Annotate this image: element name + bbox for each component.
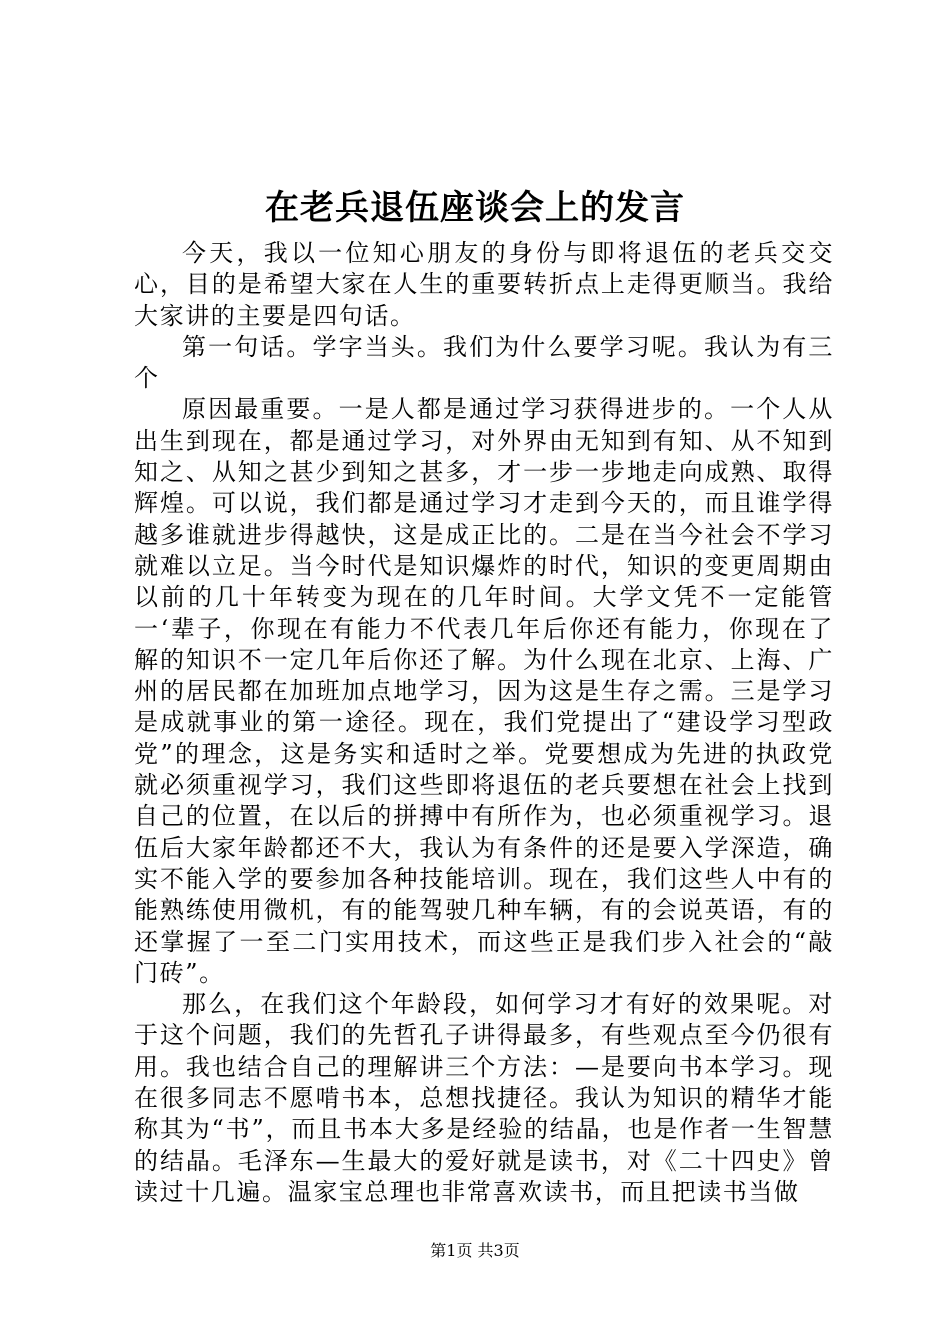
page-footer: 第1页 共3页: [430, 1241, 520, 1260]
paragraph: 那么，在我们这个年龄段，如何学习才有好的效果呢。对于这个问题，我们的先哲孔子讲得最多，有些观点至今仍很有用。我也结合自己的理解讲三个方法：—是要向书本学习。现在很多同志不愿啃书本，总想找捷径。我认为知识的精华才能称其为“书”，而且书本大多是经验的结晶，也是作者一生智慧的结晶。毛泽东—生最大的爱好就是读书，对《二十四史》曾读过十几遍。温家宝总理也非常喜欢读书，而且把读书当做: [134, 990, 834, 1206]
paragraph: 今天，我以一位知心朋友的身份与即将退伍的老兵交交心，目的是希望大家在人生的重要转折点上走得更顺当。我给大家讲的主要是四句话。: [134, 239, 834, 330]
paragraph: 第一句话。学字当头。我们为什么要学习呢。我认为有三个: [134, 332, 834, 393]
paragraph: 原因最重要。一是人都是通过学习获得进步的。一个人从出生到现在，都是通过学习，对外界由无知到有知、从不知到知之、从知之甚少到知之甚多，才一步一步地走向成熟、取得辉煌。可以说，我们都是通过学习才走到今天的，而且谁学得越多谁就进步得越快，这是成正比的。二是在当今社会不学习就难以立足。当今时代是知识爆炸的时代，知识的变更周期由以前的几十年转变为现在的几年时间。大学文凭不一定能管一‘辈子，你现在有能力不代表几年后你还有能力，你现在了解的知识不一定几年后你还了解。为什么现在北京、上海、广州的居民都在加班加点地学习，因为这是生存之需。三是学习是成就事业的第一途径。现在，我们党提出了“建设学习型政党”的理念，这是务实和适时之举。党要想成为先进的执政党就必须重视学习，我们这些即将退伍的老兵要想在社会上找到自己的位置，在以后的拼搏中有所作为，也必须重视学习。退伍后大家年龄都还不大，我认为有条件的还是要入学深造，确实不能入学的要参加各种技能培训。现在，我们这些人中有的能熟练使用微机，有的能驾驶几种车辆，有的会说英语，有的还掌握了一至二门实用技术，而这些正是我们步入社会的“敲门砖”。: [134, 395, 834, 987]
document-body: [134, 238, 834, 1208]
document-title: 在老兵退伍座谈会上的发言: [265, 188, 685, 228]
